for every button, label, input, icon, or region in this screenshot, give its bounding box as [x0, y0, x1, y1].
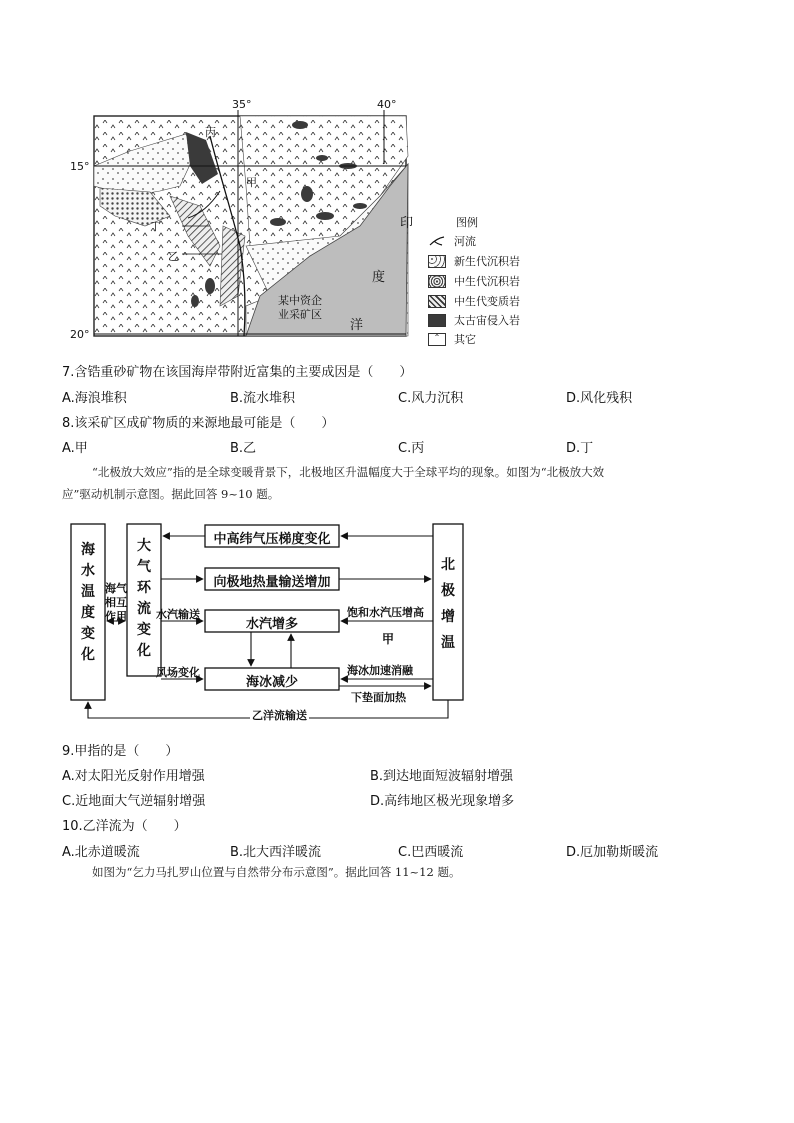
legend-mesozoic-meta	[428, 292, 520, 310]
legend-label: 新生代沉积岩	[454, 255, 520, 268]
ocean-current-label: 乙洋流输送	[252, 709, 307, 722]
line: 相互	[105, 596, 127, 609]
q8-option-b[interactable]: B.乙	[230, 441, 257, 456]
char: 流	[137, 601, 151, 617]
q8-option-a[interactable]: A.甲	[62, 441, 88, 456]
char: 海	[81, 542, 95, 558]
legend-label: 太古宙侵入岩	[454, 314, 520, 327]
mesozoic-sed-swatch	[428, 275, 446, 288]
vapor-transport-label: 水汽输送	[156, 608, 200, 621]
river-icon	[428, 235, 446, 247]
pressure-gradient-box: 中高纬气压梯度变化	[213, 532, 331, 547]
intro-11-12: 如图为“乞力马扎罗山位置与自然带分布示意图”。据此回答 11~12 题。	[92, 865, 461, 879]
char: 北	[441, 557, 455, 573]
wind-change-label: 风场变化	[156, 666, 200, 679]
legend-label: 其它	[454, 333, 476, 346]
legend-title: 图例	[456, 216, 478, 229]
legend-label: 河流	[454, 235, 476, 248]
q9-option-d[interactable]: D.高纬地区极光现象增多	[370, 794, 515, 809]
jia-label: 甲	[382, 632, 395, 646]
lat-15-label: 15°	[70, 160, 90, 173]
ocean-label-1: 印	[400, 216, 414, 231]
lon-40-label: 40°	[377, 98, 397, 111]
lat-20-label: 20°	[70, 328, 90, 341]
arctic-warming-box	[433, 552, 463, 656]
char: 气	[137, 559, 151, 575]
place-bing: 丙	[205, 126, 216, 139]
place-ding: 丁	[150, 220, 161, 233]
mine-label-2: 业采矿区	[278, 308, 322, 321]
ocean-label-2: 度	[372, 270, 386, 285]
intro-9-10-line1: “北极放大效应”指的是全球变暖背景下，北极地区升温幅度大于全球平均的现象。如图为“北极放大效	[92, 465, 605, 479]
char: 水	[81, 563, 95, 579]
mine-label-1: 某中资企	[278, 294, 322, 307]
ice-melt-label: 海冰加速消融	[347, 664, 413, 677]
q9-option-c[interactable]: C.近地面大气逆辐射增强	[62, 794, 206, 809]
char: 度	[81, 605, 95, 621]
place-yi: 乙	[168, 250, 179, 263]
q9-stem: 9.甲指的是（ ）	[62, 744, 179, 759]
ocean-label-3: 洋	[350, 318, 364, 333]
char: 极	[441, 583, 455, 599]
char: 温	[81, 584, 95, 600]
legend-cenozoic	[428, 252, 520, 270]
cenozoic-swatch	[428, 255, 446, 268]
q9-option-b[interactable]: B.到达地面短波辐射增强	[370, 769, 514, 784]
q8-option-d[interactable]: D.丁	[566, 441, 594, 456]
char: 变	[81, 626, 95, 642]
lon-35-label: 35°	[232, 98, 252, 111]
q7-option-d[interactable]: D.风化残积	[566, 391, 633, 406]
q7-option-a[interactable]: A.海浪堆积	[62, 391, 127, 406]
char: 大	[137, 538, 151, 554]
ocean-temp-box	[71, 540, 105, 666]
q10-option-a[interactable]: A.北赤道暖流	[62, 845, 140, 860]
q8-stem: 8.该采矿区成矿物质的来源地最可能是（ ）	[62, 416, 335, 431]
legend-other	[428, 330, 476, 348]
q7-option-c[interactable]: C.风力沉积	[398, 391, 464, 406]
air-sea-interaction-label	[104, 582, 128, 624]
q7-option-b[interactable]: B.流水堆积	[230, 391, 296, 406]
line: 海气	[105, 582, 127, 595]
heat-transport-box: 向极地热量输送增加	[213, 575, 331, 590]
q10-option-d[interactable]: D.厄加勒斯暖流	[566, 845, 659, 860]
legend-mesozoic-sed	[428, 272, 520, 290]
water-vapor-box: 水汽增多	[245, 617, 298, 632]
q10-option-c[interactable]: C.巴西暖流	[398, 845, 464, 860]
mesozoic-meta-swatch	[428, 295, 446, 308]
char: 环	[137, 580, 151, 596]
other-swatch: ⌃	[428, 333, 446, 346]
char: 增	[441, 609, 455, 625]
sea-ice-box: 海冰减少	[245, 675, 298, 690]
place-jia: 甲	[246, 176, 257, 189]
archean-swatch	[428, 314, 446, 327]
q7-stem: 7.含锆重砂矿物在该国海岸带附近富集的主要成因是（ ）	[62, 365, 413, 380]
legend-archean	[428, 311, 520, 329]
legend-river	[428, 232, 476, 250]
arctic-amplification-diagram	[60, 518, 480, 724]
char: 温	[441, 635, 455, 651]
char: 化	[137, 643, 151, 659]
line: 作用	[105, 610, 127, 623]
char: 化	[81, 647, 95, 663]
atmos-circulation-box	[127, 536, 161, 662]
q9-option-a[interactable]: A.对太阳光反射作用增强	[62, 769, 205, 784]
saturation-pressure-label: 饱和水汽压增高	[347, 606, 424, 619]
q8-option-c[interactable]: C.丙	[398, 441, 425, 456]
surface-heating-label: 下垫面加热	[351, 691, 406, 704]
char: 变	[137, 622, 151, 638]
q10-stem: 10.乙洋流为（ ）	[62, 819, 187, 834]
intro-9-10-line2: 应”驱动机制示意图。据此回答 9~10 题。	[62, 487, 280, 501]
legend-label: 中生代沉积岩	[454, 275, 520, 288]
legend-label: 中生代变质岩	[454, 295, 520, 308]
q10-option-b[interactable]: B.北大西洋暖流	[230, 845, 322, 860]
